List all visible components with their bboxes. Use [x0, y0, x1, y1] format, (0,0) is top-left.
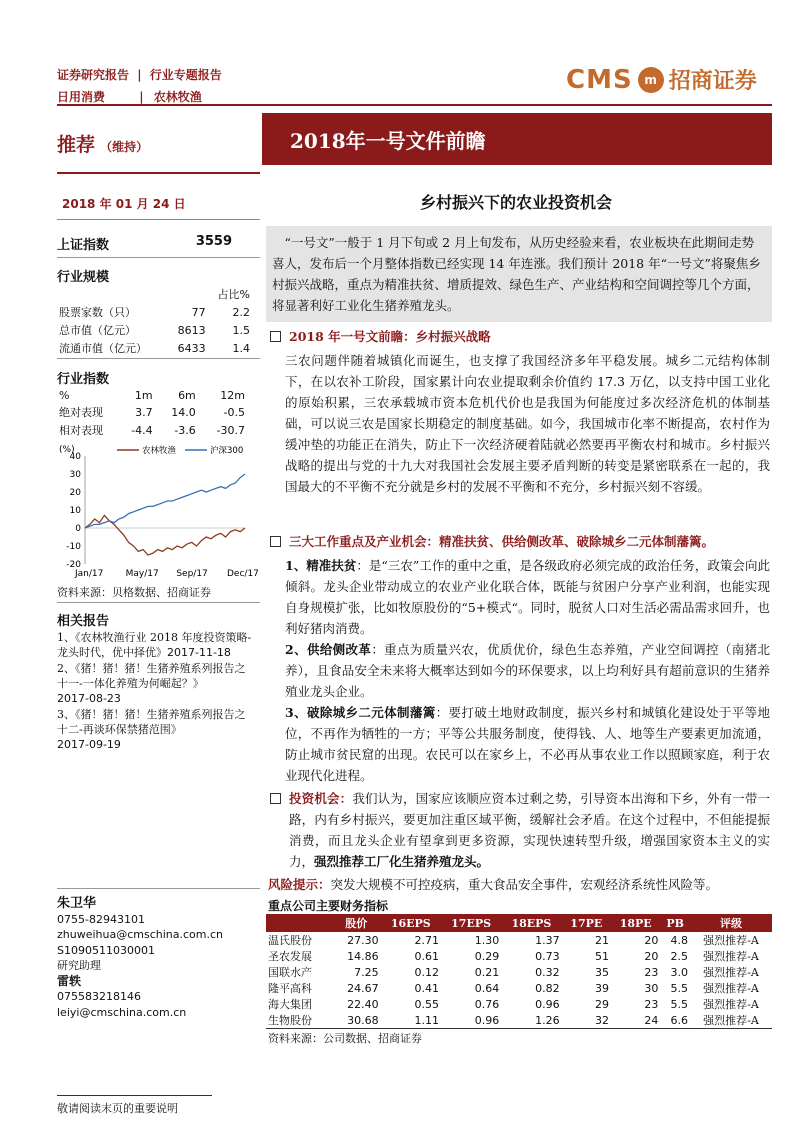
report-subcategory: 行业专题报告: [149, 68, 222, 82]
table-row: [57, 339, 252, 357]
point-2: [285, 639, 770, 702]
x-tick-label: May/17: [125, 569, 159, 579]
share-col-header: 占比%: [217, 288, 250, 301]
rating-cell: 强烈推荐-A: [703, 950, 759, 963]
cell: 30.68: [332, 1012, 381, 1029]
point-head: 3、破除城乡二元体制藩篱: [285, 705, 436, 720]
divider: [57, 358, 260, 359]
table-row: [266, 932, 772, 948]
col-header: %: [59, 389, 70, 402]
point-1: [285, 555, 770, 639]
x-tick-label: Sep/17: [176, 569, 208, 579]
cell: 27.30: [347, 933, 379, 947]
logo-mark-icon: m: [638, 67, 664, 93]
company-name: 国联水产: [268, 966, 312, 979]
table-row: [57, 303, 252, 321]
section-3: [270, 788, 770, 872]
y-tick-label: 30: [69, 470, 81, 480]
list-item[interactable]: [57, 707, 255, 752]
section-3-emphasis: 强烈推荐工厂化生猪养殖龙头。: [314, 854, 490, 869]
sector-name: 日用消费: [57, 90, 106, 104]
checkbox-bullet-icon: [270, 536, 281, 547]
cell: 0.61: [414, 949, 439, 963]
section-2-heading: [270, 532, 714, 550]
section-1-heading: [270, 327, 491, 345]
cell: 5.5: [670, 997, 688, 1011]
cell: 0.73: [535, 949, 560, 963]
rating: [57, 130, 148, 157]
summary-box: [266, 226, 772, 322]
row-label: 相对表现: [59, 424, 103, 437]
company-name: 圣农发展: [268, 950, 312, 963]
logo-chinese-name: 招商证券: [668, 68, 757, 94]
fin-col-header: PB: [660, 914, 690, 932]
section-2-body: [285, 555, 770, 786]
row-label: 绝对表现: [59, 406, 103, 419]
risk-body: 突发大规模不可控疫病，重大食品安全事件，宏观经济系统性风险等。: [330, 877, 719, 892]
cell: 5.5: [670, 981, 688, 995]
cell: 1.30: [474, 933, 500, 947]
industry-index-chart: [57, 440, 259, 580]
related-report-date: 2017-09-19: [57, 738, 121, 751]
analyst-email[interactable]: zhuweihua@cmschina.com.cn: [57, 928, 224, 941]
list-item[interactable]: [57, 661, 255, 706]
section-1-body: 三农问题伴随着城镇化而诞生，也支撑了我国经济多年平稳发展。城乡二元结构体制下，在以农补工阶段，国家累计向农业提取剩余价值约 17.3 万亿，以支持中国工业化的原始积累，三农承载城市资本危机代价也是我国为何能度过多次经济危机的体制基础，可以说三农是国家长期稳定的制度基础。如今，我国城市化率不断提高，农村作为缓冲垫的功能正在消失，防止下一次经济硬着陆就必然要再平衡农村和城市。乡村振兴战略的提出与党的十九大对我国社会发展主要矛盾判断的转变是紧密联系在一起的，我国最大的不平衡不充分就是乡村的发展不平衡和不充分，乡村振兴刻不容缓。: [285, 353, 770, 494]
related-report-date: 2017-08-23: [57, 692, 121, 705]
analyst-cert: S1090511030001: [57, 943, 155, 957]
cell: 21: [594, 933, 609, 947]
cell: 0.82: [535, 981, 560, 995]
related-reports-list: [57, 630, 255, 752]
fin-col-header: [266, 914, 332, 932]
table-row: [266, 964, 772, 980]
list-item[interactable]: [57, 630, 255, 660]
y-tick-label: 40: [69, 452, 81, 462]
cell: 8613: [177, 323, 206, 337]
cell: 3.0: [670, 965, 688, 979]
y-tick-label: 10: [69, 506, 81, 516]
summary-text: “一号文”一般于 1 月下旬或 2 月上旬发布，从历史经验来看，农业板块在此期间走势喜人，发布后一个月整体指数已经实现 14 年连涨。我们预计 2018 年“一号文”将聚焦乡村振兴战略，重点为精准扶贫、增质提效、绿色生产、产业结构和空间调控等几个方面，将显著利好工业化生猪养殖龙头。: [272, 235, 761, 313]
cell: 2.5: [670, 949, 688, 963]
cell: 1.11: [381, 1012, 441, 1029]
divider: [57, 257, 260, 258]
header-separator: |: [137, 68, 142, 82]
table-row: [57, 321, 252, 339]
report-date: 2018 年 01 月 24 日: [62, 197, 186, 211]
y-tick-label: 20: [69, 488, 81, 498]
section-title: 2018 年一号文前瞻：乡村振兴战略: [289, 329, 491, 344]
cell: 4.8: [670, 933, 688, 947]
cell: 35: [594, 965, 609, 979]
cell: 14.86: [347, 949, 379, 963]
cell: 32: [562, 1012, 611, 1029]
cell: 1.37: [535, 933, 560, 947]
fin-col-header: 评级: [690, 914, 772, 932]
related-report-text: 2、《猪！猪！猪！生猪养殖系列报告之十一-一体化养殖为何崛起？》: [57, 662, 246, 690]
y-tick-label: 0: [75, 524, 81, 534]
table-row: [57, 421, 247, 439]
cell: 3.7: [135, 405, 153, 419]
x-tick-label: Jan/17: [75, 569, 104, 579]
legend-label: 沪深300: [210, 446, 244, 456]
related-report-date: 2017-11-18: [167, 646, 231, 659]
fin-table-source: 资料来源：公司数据、招商证券: [268, 1032, 422, 1045]
cell: 1.26: [501, 1012, 561, 1029]
cell: 2.2: [232, 305, 250, 319]
section-3-head: 投资机会：: [289, 791, 353, 806]
checkbox-bullet-icon: [270, 331, 281, 342]
rating-cell: 强烈推荐-A: [690, 1012, 772, 1029]
cell: 22.40: [347, 997, 379, 1011]
cell: 24.67: [347, 981, 379, 995]
company-name: 海大集团: [268, 998, 312, 1011]
fin-table-title: 重点公司主要财务指标: [268, 899, 389, 913]
cell: 2.71: [414, 933, 439, 947]
cell: 7.25: [354, 965, 379, 979]
fin-col-header: 18EPS: [501, 914, 561, 932]
point-body: ：要打破土地财政制度，振兴乡村和城镇化建设处于平等地位，不再作为牺牲的一方；平等公共服务制度，使得钱、人、地等生产要素更加流通，防止城市贫民窟的出现。农民可以在家乡上，不必再从事农业工作以照顾家庭，利于农业现代化进程。: [285, 705, 770, 783]
x-tick-label: Dec/17: [227, 569, 259, 579]
footer-rule: [57, 1095, 212, 1096]
cell: 0.41: [414, 981, 439, 995]
row-label: 流通市值（亿元）: [59, 342, 147, 355]
cell: 1.4: [232, 341, 250, 355]
industry-index-table: [57, 388, 247, 439]
table-row: [266, 948, 772, 964]
checkbox-bullet-icon: [270, 793, 281, 804]
cell: 51: [594, 949, 609, 963]
chart-source: 资料来源：贝格数据、招商证券: [57, 586, 211, 599]
y-tick-label: -10: [66, 542, 81, 552]
cell: 77: [191, 305, 206, 319]
date-rule: [57, 219, 260, 220]
risk-head: 风险提示：: [268, 877, 331, 892]
cell: 0.96: [441, 1012, 501, 1029]
cell: 6433: [177, 341, 206, 355]
report-title: 2018年一号文件前瞻: [290, 128, 486, 153]
analyst-phone: 0755-82943101: [57, 912, 145, 926]
cell: 39: [594, 981, 609, 995]
rating-cell: 强烈推荐-A: [703, 982, 759, 995]
cell: 0.12: [414, 965, 439, 979]
cell: -0.5: [223, 405, 245, 419]
col-header: 1m: [134, 389, 153, 402]
cell: 20: [644, 949, 659, 963]
cell: 6.6: [660, 1012, 690, 1029]
industry-scale-title: 行业规模: [57, 270, 110, 285]
rating-cell: 强烈推荐-A: [703, 966, 759, 979]
company-logo: [566, 64, 757, 95]
report-subtitle: 乡村振兴下的农业投资机会: [420, 193, 613, 212]
subsector-name: 农林牧渔: [153, 90, 202, 104]
cell: 14.0: [171, 405, 196, 419]
assistant-phone: 075583218146: [57, 990, 141, 1003]
cell: 0.32: [535, 965, 560, 979]
cell: 0.76: [474, 997, 500, 1011]
cell: -4.4: [131, 423, 153, 437]
divider: [57, 602, 260, 603]
table-row: [266, 1012, 772, 1029]
cell: 1.5: [232, 323, 250, 337]
point-head: 1、精准扶贫: [285, 558, 357, 573]
rating-cell: 强烈推荐-A: [703, 998, 759, 1011]
company-name: 隆平高科: [268, 982, 312, 995]
cell: 0.29: [474, 949, 500, 963]
section-3-body: 我们认为，国家应该顺应资本过剩之势，引导资本出海和下乡，外有一带一路，内有乡村振兴，要更加注重区域平衡，缓解社会矛盾。在这个过程中，不但能提振消费，而且龙头企业有望拿到更多资源，实现快速转型升级，增强国家资本主义的实力，: [289, 791, 770, 869]
header-separator: |: [139, 90, 144, 104]
section-title: 三大工作重点及产业机会：精准扶贫、供给侧改革、破除城乡二元体制藩篱。: [289, 534, 715, 549]
report-category: 证券研究报告: [57, 68, 130, 82]
cell: 0.96: [535, 997, 560, 1011]
fin-col-header: 18PE: [611, 914, 660, 932]
company-name: 生物股份: [266, 1012, 332, 1029]
cell: 20: [644, 933, 659, 947]
company-name: 温氏股份: [268, 934, 312, 947]
fin-table: [266, 914, 772, 1029]
index-label: 上证指数: [57, 238, 110, 253]
analyst-block: [57, 896, 223, 1020]
industry-scale-table: [57, 285, 252, 357]
cell: -30.7: [216, 423, 245, 437]
title-banner: [262, 113, 772, 165]
related-report-text: 3、《猪！猪！猪！生猪养殖系列报告之十二-再谈环保禁猪范围》: [57, 708, 246, 736]
assistant-name: 雷轶: [57, 973, 82, 988]
report-type-line: [57, 66, 222, 83]
point-3: [285, 702, 770, 786]
header-rule: [57, 104, 772, 106]
cell: 0.64: [474, 981, 500, 995]
divider: [57, 888, 260, 889]
point-body: ：是“三农”工作的重中之重，是各级政府必须完成的政治任务，政策会向此倾斜。龙头企业带动成立的农业产业化联合体，既能与贫困户分享产业利润，也能实现自身规模扩张，比如牧原股份的“5+模式“。同时，脱贫人口对生活必需品需求回升，也利好猪肉消费。: [285, 558, 770, 636]
cell: 24: [611, 1012, 660, 1029]
rating-cell: 强烈推荐-A: [703, 934, 759, 947]
table-row: [266, 996, 772, 1012]
cell: 23: [644, 965, 659, 979]
left-rule: [57, 172, 260, 174]
point-body: ：重点为质量兴农，优质优价，绿色生态养殖，产业空间调控（南猪北养），且食品安全未来将大概率达到如今的环保要求，以上均利好具有超前意识的生猪养殖业龙头企业。: [285, 642, 770, 699]
cell: 23: [644, 997, 659, 1011]
table-row: [266, 980, 772, 996]
assistant-label: 研究助理: [57, 959, 101, 972]
sector-line: [57, 88, 202, 105]
cell: 0.21: [474, 965, 500, 979]
index-value: 3559: [195, 234, 232, 249]
fin-col-header: 17EPS: [441, 914, 501, 932]
cell: 29: [594, 997, 609, 1011]
footer-note: 敬请阅读末页的重要说明: [57, 1102, 178, 1115]
fin-col-header: 16EPS: [381, 914, 441, 932]
legend-label: 农林牧渔: [142, 446, 177, 456]
index-row: [57, 234, 232, 253]
y-axis-label: (%): [59, 445, 75, 455]
fin-col-header: 17PE: [562, 914, 611, 932]
cell: 0.55: [414, 997, 439, 1011]
related-reports-title: 相关报告: [57, 614, 110, 629]
related-report-text: 1、《农林牧渔行业 2018 年度投资策略-龙头时代，优中择优》: [57, 631, 252, 659]
risk-note: [268, 874, 773, 895]
table-row: [57, 403, 247, 421]
point-head: 2、供给侧改革: [285, 642, 372, 657]
y-tick-label: -20: [66, 560, 81, 570]
cell: -3.6: [174, 423, 196, 437]
cell: 30: [644, 981, 659, 995]
rating-label: 推荐: [57, 134, 96, 156]
industry-index-title: 行业指数: [57, 372, 110, 387]
logo-cms-text: CMS: [566, 64, 633, 95]
row-label: 股票家数（只）: [59, 306, 136, 319]
assistant-email[interactable]: leiyi@cmschina.com.cn: [57, 1005, 187, 1019]
row-label: 总市值（亿元）: [59, 324, 136, 337]
rating-sub: （维持）: [100, 140, 149, 154]
col-header: 6m: [178, 389, 196, 402]
col-header: 12m: [220, 389, 245, 402]
analyst-name: 朱卫华: [57, 896, 97, 911]
fin-col-header: 股价: [332, 914, 381, 932]
